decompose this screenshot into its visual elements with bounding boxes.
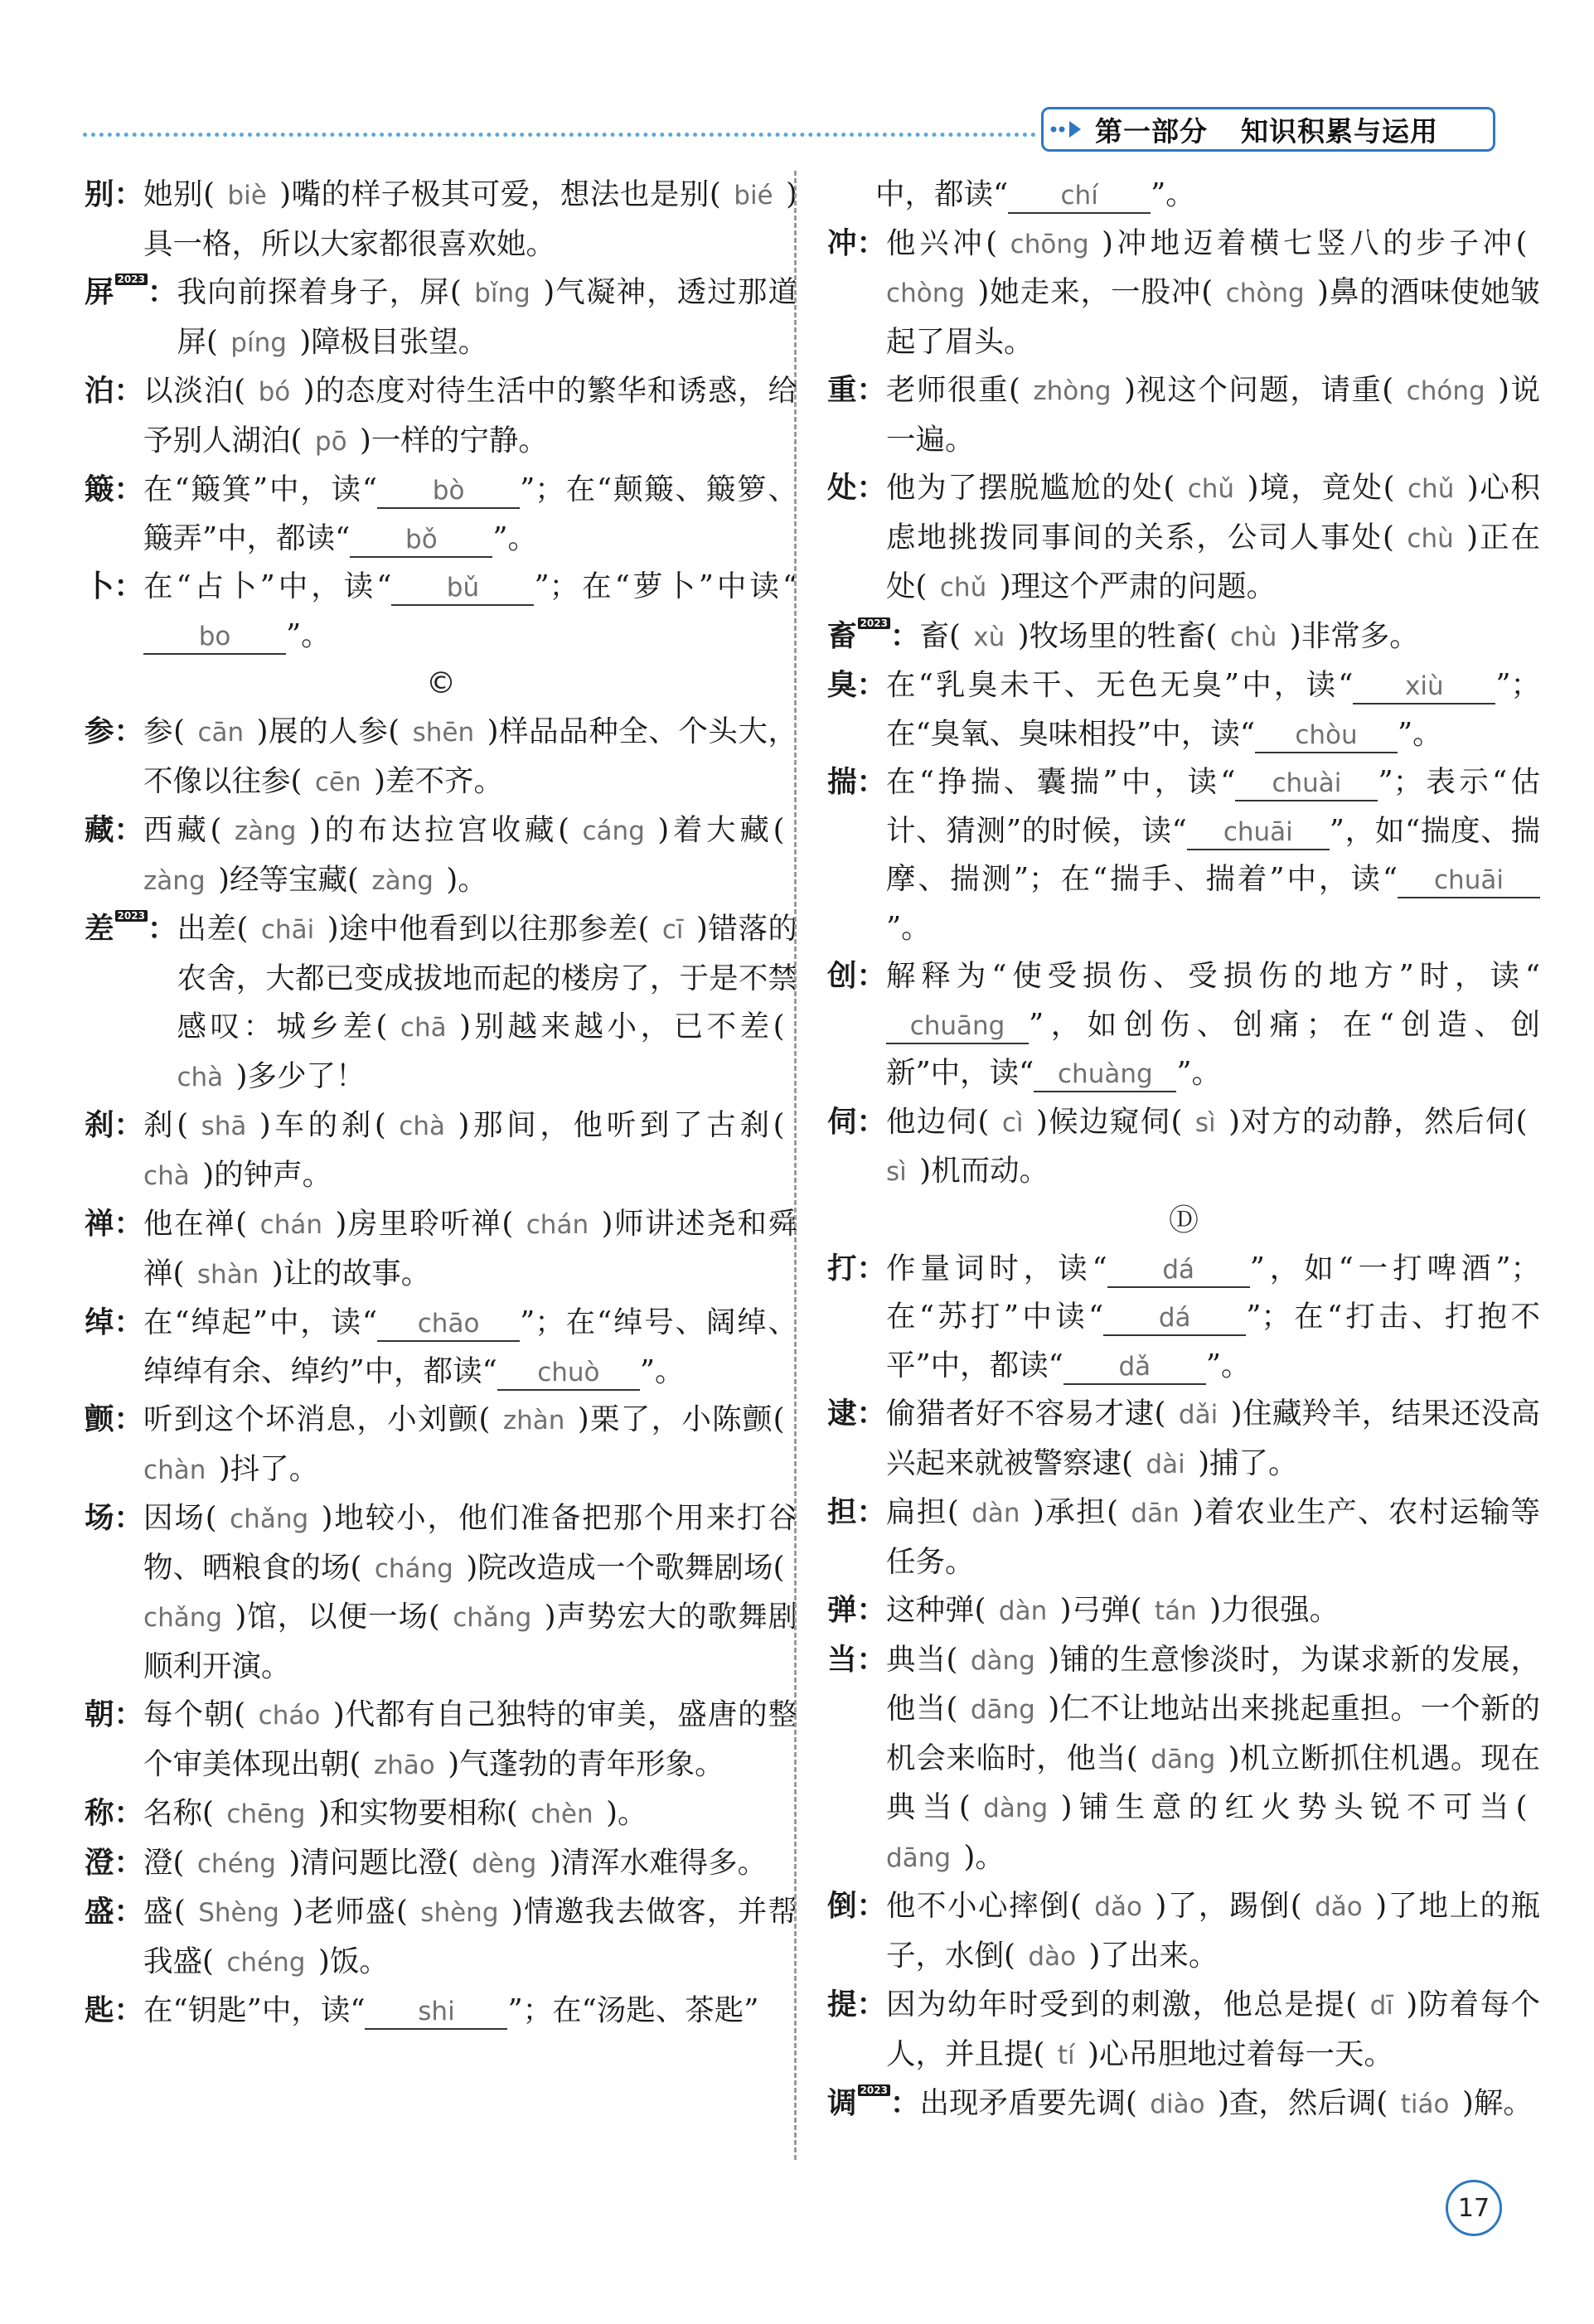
entry-text: 出差( chāi )途中他看到以往那参差( cī )错落的农舍，大都已变成拔地而起的楼房了，于是不禁感叹：城乡差( chā )别越来越小，已不差( chà )多少了！ [177, 912, 797, 1093]
entry [85, 1789, 797, 1839]
pinyin: tiáo [1388, 2089, 1462, 2119]
pinyin: dāng [1137, 1744, 1228, 1774]
head-char: 簸： [85, 472, 144, 506]
pinyin: cì [989, 1107, 1037, 1138]
entry [85, 1888, 797, 1987]
double-arrow-icon [1044, 109, 1095, 149]
right-column [827, 171, 1540, 2129]
exam-year-mark: 2023 [858, 617, 890, 629]
entry [85, 269, 797, 367]
entry [827, 1882, 1540, 1981]
answer-blank: bǔ [391, 571, 534, 606]
entry-text: 每个朝( cháo )代都有自己独特的审美，盛唐的整个审美体现出朝( zhāo )气蓬勃的青年形象。 [143, 1697, 797, 1781]
entry-text: 作量词时，读“ dá ”，如“一打啤酒”；在“苏打”中读“ dá ”；在“打击、打抱不平”中，都读“ dǎ ”。 [886, 1245, 1540, 1391]
pinyin: chèn [517, 1799, 607, 1829]
entry-text: 在“簸箕”中，读“ bò ”；在“颠簸、簸箩、簸弄”中，都读“ bǒ ”。 [143, 466, 797, 563]
answer-blank: chuài [1235, 767, 1378, 801]
head-char: 担： [827, 1495, 887, 1529]
entry-text: 在“挣揣、囊揣”中，读“ chuài ”；表示“估计、猜测”的时候，读“ chuāi ”，如“揣度、揣摩、揣测”；在“揣手、揣着”中，读“ chuāi”。 [886, 765, 1540, 945]
pinyin: cháo [245, 1701, 333, 1731]
entry-text: 畜( xù )牧场里的牲畜( chù )非常多。 [919, 618, 1419, 653]
pinyin: shēn [400, 718, 487, 748]
entry-text: 解释为“使受损伤、受损伤的地方”时，读“chuāng ”，如创伤、创痛；在“创造、创新”中，读“ chuàng ”。 [886, 952, 1540, 1098]
entry-text: 刹( shā )车的刹( chà )那间，他听到了古刹( chà )的钟声。 [143, 1108, 797, 1192]
entry [85, 806, 797, 905]
pinyin: bǐng [461, 278, 544, 308]
entry [85, 1494, 797, 1691]
pinyin: chā [387, 1013, 460, 1043]
head-char: 当： [827, 1642, 887, 1677]
pinyin: zàng [143, 816, 797, 896]
pinyin: Shèng [185, 1898, 293, 1928]
pinyin: cān [184, 718, 257, 748]
pinyin: bó [245, 377, 303, 407]
pinyin: píng [217, 327, 300, 358]
entry-text: 扁担( dàn )承担( dān )着农业生产、农村运输等任务。 [886, 1495, 1540, 1579]
head-char: 臭： [827, 668, 887, 702]
pinyin: dāng [886, 1794, 1540, 1873]
head-char: 参： [85, 714, 144, 748]
head-char: 刹： [85, 1108, 144, 1142]
answer-blank: chuò [497, 1356, 640, 1391]
entry [85, 466, 797, 563]
answer-blank: dá [1103, 1301, 1246, 1336]
entry-text: 因场( chǎng )地较小，他们准备把那个用来打谷物、晒粮食的场( cháng )院改造成一个歌舞剧场( chǎng )馆，以便一场( chǎng )声势宏大的歌舞剧顺利开演。 [143, 1501, 798, 1683]
head-char: 处： [827, 471, 887, 505]
entry [827, 2079, 1540, 2129]
entry-text: 中，都读“ chí ”。 [827, 171, 1540, 220]
entry [827, 464, 1540, 612]
exam-year-mark: 2023 [115, 274, 148, 285]
answer-blank: chòu [1255, 719, 1398, 753]
head-char: 绰： [85, 1305, 144, 1339]
pinyin: chòng [886, 229, 1540, 308]
section-header-badge [1041, 107, 1495, 152]
answer-blank: bǒ [350, 523, 492, 558]
entry [827, 366, 1540, 464]
entry [827, 1636, 1540, 1883]
section-letter: Ⓓ [1168, 1203, 1199, 1237]
pinyin: cēn [302, 767, 375, 797]
pinyin: diào [1136, 2089, 1219, 2119]
head-char: 朝： [85, 1697, 144, 1731]
pinyin: chóng [1393, 376, 1499, 406]
head-char: 揣： [827, 765, 887, 799]
entry-text: 听到这个坏消息，小刘颤( zhàn )栗了，小陈颤( chàn )抖了。 [143, 1402, 797, 1486]
pinyin: chéng [213, 1947, 318, 1978]
head-char: 差 2023： [85, 910, 177, 946]
entry [85, 1200, 797, 1299]
answer-blank: chí [1008, 179, 1151, 214]
head-char: 伺： [827, 1104, 887, 1139]
pinyin: chǎng [216, 1504, 322, 1534]
pinyin: dǎo [1081, 1892, 1156, 1922]
entry-text: 他兴冲( chōng )冲地迈着横七竖八的步子冲( chòng )她走来，一股冲( chòng )鼻的酒味使她皱起了眉头。 [886, 225, 1540, 359]
pinyin: zhàn [490, 1406, 578, 1436]
pinyin: chǔ [1394, 474, 1467, 504]
answer-blank: xiù [1353, 670, 1495, 704]
pinyin: dàn [958, 1498, 1034, 1528]
pinyin: chù [1217, 622, 1290, 652]
entry [85, 1691, 797, 1789]
head-char: 卜： [85, 569, 144, 603]
pinyin: chōng [997, 229, 1102, 259]
entry [827, 1390, 1540, 1489]
head-char: 颤： [85, 1402, 144, 1436]
head-char: 称： [85, 1796, 144, 1830]
entry-text: 盛( Shèng )老师盛( shèng )情邀我去做客，并帮我盛( chéng )饭。 [143, 1895, 797, 1978]
head-char: 别： [85, 177, 144, 211]
head-char: 打： [827, 1251, 887, 1285]
entry-text: 这种弹( dàn )弓弹( tán )力很强。 [886, 1593, 1340, 1627]
entry-text: 参( cān )展的人参( shēn )样品品种全、个头大，不像以往参( cēn )差不齐。 [143, 714, 797, 798]
answer-blank: chāo [377, 1307, 520, 1342]
pinyin: xù [960, 622, 1018, 652]
entry [85, 1839, 797, 1889]
head-char: 场： [85, 1501, 144, 1535]
left-column [85, 171, 797, 2036]
pinyin: chà [143, 1111, 797, 1191]
answer-blank: shi [365, 1995, 507, 2030]
entry [85, 708, 797, 806]
pinyin: dàng [957, 1645, 1049, 1676]
entry-text: 西藏( zàng )的布达拉宫收藏( cáng )着大藏( zàng )经等宝藏( zàng )。 [143, 813, 797, 897]
pinyin: chǎng [439, 1603, 545, 1633]
entry [85, 563, 797, 660]
entry-text: 他在禅( chán )房里聆听禅( chán )师讲述尧和舜禅( shàn )让的故事。 [143, 1207, 797, 1290]
entry [827, 171, 1540, 220]
column-divider [794, 171, 797, 2160]
answer-blank: dá [1107, 1253, 1250, 1288]
answer-blank: dǎ [1063, 1350, 1206, 1385]
entry-text: 他为了摆脱尴尬的处( chǔ )境，竟处( chǔ )心积虑地挑拨同事间的关系，公司人事处( chù )正在处( chǔ )理这个严肃的问题。 [886, 471, 1540, 603]
pinyin: biè [214, 181, 280, 211]
head-char: 藏： [85, 813, 144, 847]
header-dotted-rule [83, 133, 1036, 137]
entry-text: 出现矛盾要先调( diào )查，然后调( tiáo )解。 [919, 2086, 1533, 2120]
head-char: 屏 2023： [85, 274, 177, 309]
head-char: 调 2023： [827, 2084, 920, 2120]
head-char: 澄： [85, 1845, 144, 1880]
page-number: 17 [1446, 2180, 1502, 2236]
entry-text: 以淡泊( bó )的态度对待生活中的繁华和诱惑，给予别人湖泊( pō )一样的宁静。 [143, 374, 797, 458]
pinyin: cháng [361, 1553, 467, 1584]
pinyin: chéng [184, 1848, 289, 1879]
entry [827, 612, 1540, 662]
head-char: 禅： [85, 1207, 144, 1241]
pinyin: dāng [957, 1695, 1049, 1725]
head-char: 弹： [827, 1593, 887, 1627]
exam-year-mark: 2023 [858, 2084, 890, 2096]
pinyin: chán [513, 1210, 602, 1240]
pinyin: chù [1393, 523, 1467, 554]
entry [827, 661, 1540, 758]
entry-text: 他不小心摔倒( dǎo )了，踢倒( dǎo )了地上的瓶子，水倒( dào )了出来。 [886, 1889, 1540, 1973]
pinyin: chǔ [1175, 474, 1248, 504]
entry-text: 因为幼年时受到的刺激，他总是提( dī )防着每个人，并且提( tí )心吊胆地过着每一天。 [886, 1988, 1540, 2071]
pinyin: sì [1182, 1107, 1229, 1138]
entry-text: 偷猎者好不容易才逮( dǎi )住藏羚羊，结果还没高兴起来就被警察逮( dài )捕了。 [886, 1397, 1540, 1480]
pinyin: dān [1117, 1498, 1193, 1528]
answer-blank: bò [377, 474, 520, 509]
entry [827, 1489, 1540, 1586]
entry [85, 171, 797, 269]
pinyin: chǔ [927, 573, 1000, 603]
pinyin: zàng [221, 816, 309, 846]
answer-blank: chuāng [886, 1009, 1029, 1044]
pinyin: dàn [986, 1596, 1060, 1626]
head-char: 逮： [827, 1397, 887, 1431]
entry-text: 在“绰起”中，读“ chāo ”；在“绰号、阔绰、绰绰有余、绰约”中，都读“ chuò ”。 [143, 1299, 797, 1396]
head-char: 匙： [85, 1993, 144, 2027]
entry-text: 在“乳臭未干、无色无臭”中，读“ xiù ”；在“臭氧、臭味相投”中，读“ chòu ”。 [886, 661, 1540, 758]
pinyin: shā [188, 1111, 259, 1141]
head-char: 提： [827, 1988, 887, 2021]
head-char: 重： [827, 373, 887, 407]
pinyin: dào [1015, 1941, 1089, 1972]
pinyin: dī [1357, 1991, 1407, 2021]
pinyin: chēng [213, 1799, 318, 1829]
pinyin: dǎi [1165, 1400, 1231, 1430]
answer-blank: chuāi [1187, 816, 1330, 850]
pinyin: shèng [407, 1898, 511, 1928]
entry-text: 在“占卜”中，读“ bǔ ”；在“萝卜”中读“bo ”。 [143, 563, 797, 660]
pinyin: dài [1132, 1449, 1199, 1479]
head-char: 倒： [827, 1889, 887, 1923]
pinyin: pō [302, 426, 361, 457]
entry [85, 1101, 797, 1200]
pinyin: cáng [569, 816, 658, 846]
entry-text: 典当( dàng )铺的生意惨淡时，为谋求新的发展，他当( dāng )仁不让地站出来挑起重担。一个新的机会来临时，他当( dāng )机立断抓住机遇。现在典当( dàng )铺生意的红火势头锐不可当( dāng )。 [886, 1642, 1540, 1874]
head-char: 冲： [827, 225, 887, 260]
head-char: 畜 2023： [827, 617, 920, 653]
entry-text: 名称( chēng )和实物要相称( chèn )。 [143, 1796, 647, 1830]
pinyin: shàn [184, 1259, 272, 1290]
pinyin: bié [720, 181, 787, 211]
entry-text: 我向前探着身子，屏( bǐng )气凝神，透过那道屏( píng )障极目张望。 [177, 275, 797, 359]
entry [827, 1981, 1540, 2079]
entry [85, 1987, 797, 2036]
pinyin: chàn [143, 1406, 797, 1485]
entry [85, 905, 797, 1101]
pinyin: dèng [458, 1848, 550, 1879]
pinyin: sì [886, 1107, 1540, 1187]
entry [85, 1299, 797, 1396]
head-char: 泊： [85, 374, 144, 408]
entry [85, 367, 797, 466]
head-char: 创： [827, 959, 887, 993]
pinyin: chāi [248, 915, 327, 945]
header-title: 第一部分 知识积累与运用 [1095, 114, 1438, 148]
pinyin: cī [649, 915, 697, 945]
pinyin: chà [177, 1013, 797, 1092]
pinyin: chòng [1213, 278, 1318, 308]
head-char: 盛： [85, 1895, 144, 1929]
pinyin: chán [247, 1210, 336, 1240]
entry-text: 老师很重( zhòng )视这个问题，请重( chóng )说一遍。 [886, 373, 1540, 457]
pinyin: dàng [970, 1794, 1061, 1823]
entry-text: 澄( chéng )清问题比澄( dèng )清浑水难得多。 [143, 1845, 768, 1880]
section-letter: © [426, 666, 456, 700]
pinyin: zhòng [1020, 376, 1125, 406]
entry [827, 758, 1540, 952]
pinyin: tí [1044, 2040, 1088, 2070]
answer-blank: chuāi [1398, 864, 1540, 898]
entry [827, 1098, 1540, 1197]
answer-blank: chuàng [1034, 1058, 1176, 1092]
pinyin: dǎo [1301, 1892, 1376, 1922]
entry [85, 1396, 797, 1494]
pinyin: chǎng [143, 1553, 797, 1633]
pinyin: zàng [358, 865, 447, 896]
entry-text: 他边伺( cì )候边窥伺( sì )对方的动静，然后伺( sì )机而动。 [886, 1104, 1540, 1188]
answer-blank: bo [143, 620, 286, 655]
pinyin: tán [1141, 1596, 1210, 1626]
entry [827, 220, 1540, 367]
entry [827, 1586, 1540, 1636]
entry-text: 她别( biè )嘴的样子极其可爱，想法也是别( bié )具一格，所以大家都很喜欢她。 [143, 177, 797, 261]
entry [827, 1245, 1540, 1391]
exam-year-mark: 2023 [115, 910, 148, 922]
pinyin: zhāo [361, 1750, 448, 1780]
entry-text: 在“钥匙”中，读“ shi ”；在“汤匙、茶匙” [143, 1987, 797, 2036]
pinyin: chà [385, 1111, 458, 1141]
entry [827, 952, 1540, 1098]
